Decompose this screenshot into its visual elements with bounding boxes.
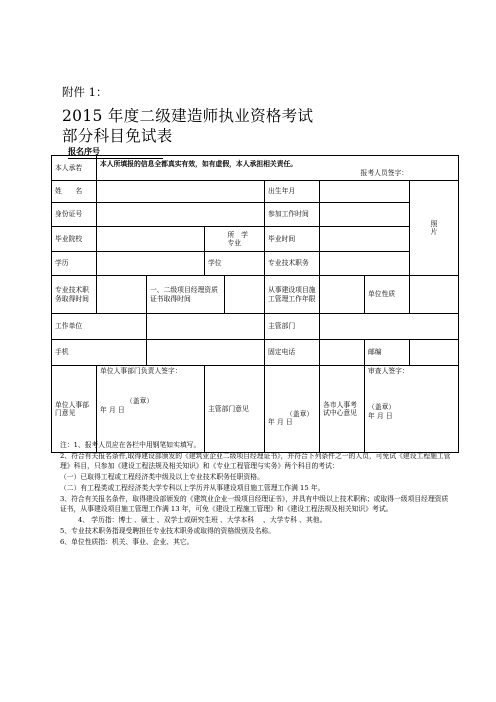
title-field[interactable] (320, 252, 410, 276)
unit-hr-seal: （盖章） (126, 397, 154, 406)
title-time-label: 专业技术职务取得时间 (52, 276, 97, 314)
unit-nature-field[interactable] (410, 276, 459, 314)
reviewer-label: 审查人签字： (368, 367, 409, 375)
page-title-line2: 部分科目免试表 (62, 127, 173, 145)
mgmt-years-label: 从事建设项目施工管理工作年限 (265, 276, 320, 314)
unit-hr-label: 单位人事部门意见 (52, 366, 97, 453)
work-start-label: 参加工作时间 (265, 203, 320, 227)
note-6: 4、 学历指：博士 、硕士 、双学士或研究生班 、大学本科 、大学专科 、其他。 (78, 516, 327, 525)
mobile-field[interactable] (147, 340, 265, 366)
graduation-field[interactable] (320, 227, 410, 252)
id-field[interactable] (97, 203, 265, 227)
id-label: 身份证号 (52, 203, 97, 227)
note-4: （二）有工程类或工程经济类大学专科以上学历并从事建设项目施工管理工作满 15 年。 (60, 483, 325, 492)
birth-label: 出生年月 (265, 181, 320, 203)
mobile-label: 手机 (52, 340, 147, 366)
title-label: 专业技术职务 (265, 252, 320, 276)
note-3: （一）已取得工程或工程经济类中级及以上专业技术职务任职资格。 (60, 473, 264, 482)
school-field[interactable] (97, 227, 205, 252)
photo-label: 照 片 (430, 219, 438, 236)
unit-hr-head-label: 单位人事部门负责人签字： (100, 367, 182, 375)
dept-seal: （盖章） (286, 409, 314, 418)
city-hr-seal: （盖章） (368, 403, 396, 412)
photo-box[interactable] (410, 181, 459, 276)
major-label: 所 学 专业 (225, 227, 265, 252)
commitment-cell (97, 156, 459, 181)
dept-date: 年 月 日 (268, 418, 293, 426)
work-start-field[interactable] (320, 203, 410, 227)
phone-label: 固定电话 (265, 340, 320, 366)
phone-field[interactable] (320, 340, 365, 366)
education-label: 学历 (52, 252, 97, 276)
page-title-line1: 2015 年度二级建造师执业资格考试 (62, 107, 314, 125)
name-label: 姓 名 (52, 181, 97, 203)
cert-time-label: 一、二级项目经理资质证书取得时间 (147, 276, 225, 314)
note-1: 注：1、报考人员应在各栏中用钢笔如实填写。 (60, 441, 201, 449)
mgmt-years-field[interactable] (320, 276, 365, 314)
degree-label: 学位 (205, 252, 265, 276)
department-field[interactable] (320, 314, 459, 340)
signature-label: 报考人员签字： (360, 169, 409, 177)
employer-label: 工作单位 (52, 314, 147, 340)
attachment-label: 附件 1： (62, 85, 108, 99)
postcode-label: 邮编 (365, 340, 410, 366)
cert-time-field[interactable] (225, 276, 265, 314)
department-label: 主管部门 (265, 314, 320, 340)
postcode-field[interactable] (410, 340, 459, 366)
commitment-label: 本人承若 (52, 156, 97, 181)
note-5: 3、符合有关报名条件，取得建设部颁发的《建筑业企业一级项目经理证书》，并具有中级以上技术职称；或取得一级项目经理资质证书，从事建设项目施工管理工作满 13 年，可免《建设工程施工管理》和《建设工程法规及相关知识》考试。 (60, 494, 449, 514)
commitment-text: 本人所填报的信息全都真实有效，如有虚假，本人承担相关责任。 (100, 159, 298, 168)
name-field[interactable] (97, 181, 265, 203)
note-8: 6、单位性质指：机关、事业、企业、其它。 (60, 537, 194, 546)
registration-number-label: 报名序号 (68, 146, 100, 156)
graduation-label: 毕业时间 (265, 227, 320, 252)
city-hr-date: 年 月 日 (368, 411, 393, 420)
notes-section (60, 440, 452, 547)
school-label: 毕业院校 (52, 227, 97, 252)
birth-field[interactable] (320, 181, 410, 203)
exemption-form-table (51, 155, 459, 453)
city-hr-label: 各市人事考试中心意见 (320, 366, 365, 453)
note-2: 2、符合有关报名条件,取得建设部颁发的《建筑业企业二级项目经理证书》，并符合下列条件之一的人员，可免试《建设工程施工管理》科目，只参加《建设工程法规及相关知识》和《专业工程管理与实务》两个科目的考试： (60, 451, 451, 471)
dept-opinion-label: 主管部门意见 (205, 366, 265, 453)
education-field[interactable] (97, 252, 205, 276)
title-time-field[interactable] (97, 276, 147, 314)
employer-field[interactable] (147, 314, 265, 340)
note-7: 5、专业技术职务指现受聘担任专业技术职务或取得的资格级别及名称。 (60, 526, 276, 535)
unit-hr-date: 年 月 日 (100, 405, 125, 414)
unit-nature-label: 单位性质 (365, 276, 410, 314)
